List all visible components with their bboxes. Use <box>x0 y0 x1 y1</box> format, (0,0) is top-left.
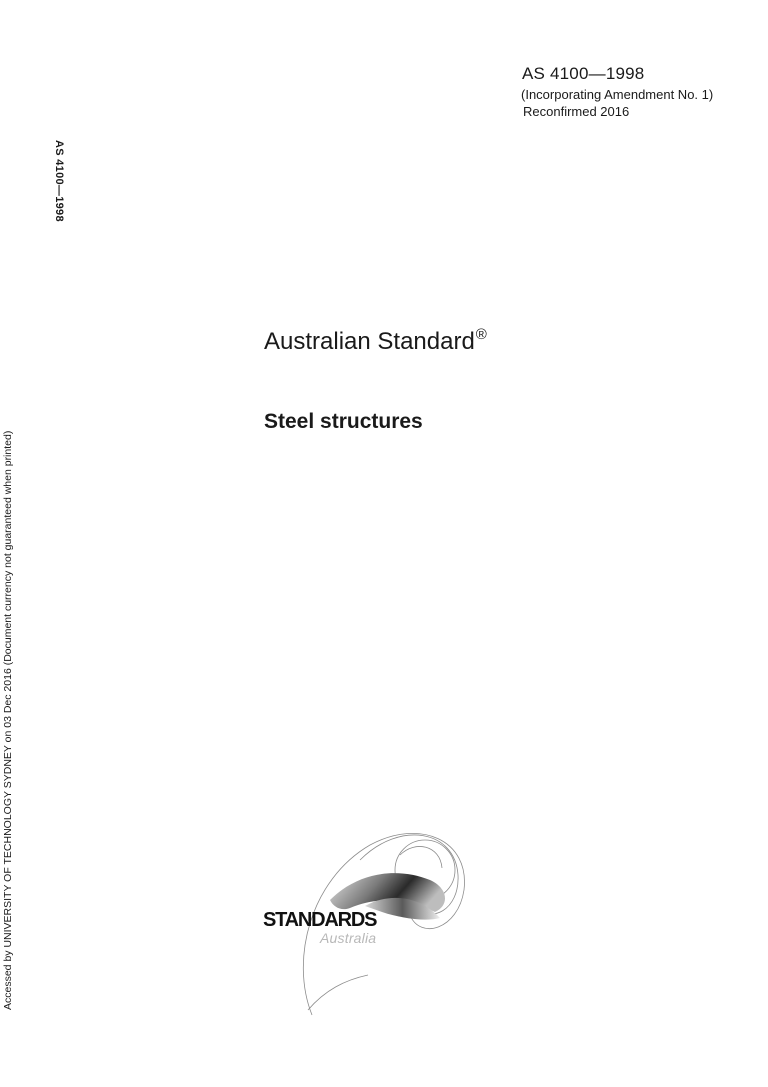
standard-number: AS 4100—1998 <box>522 64 645 83</box>
access-note: Accessed by UNIVERSITY OF TECHNOLOGY SYDNEY on 03 Dec 2016 (Document currency not guaranteed when printed) <box>2 430 14 1010</box>
standard-series-heading <box>264 326 487 356</box>
amendment-note: (Incorporating Amendment No. 1) <box>521 87 714 102</box>
logo-wordmark: STANDARDS <box>263 909 377 931</box>
reconfirmed-note: Reconfirmed 2016 <box>523 104 630 119</box>
registered-mark: ® <box>475 326 487 343</box>
series-label: Australian Standard <box>264 328 475 355</box>
spine-label: AS 4100—1998 <box>53 140 65 222</box>
document-title: Steel structures <box>264 410 423 433</box>
logo-subtitle: Australia <box>320 930 377 946</box>
